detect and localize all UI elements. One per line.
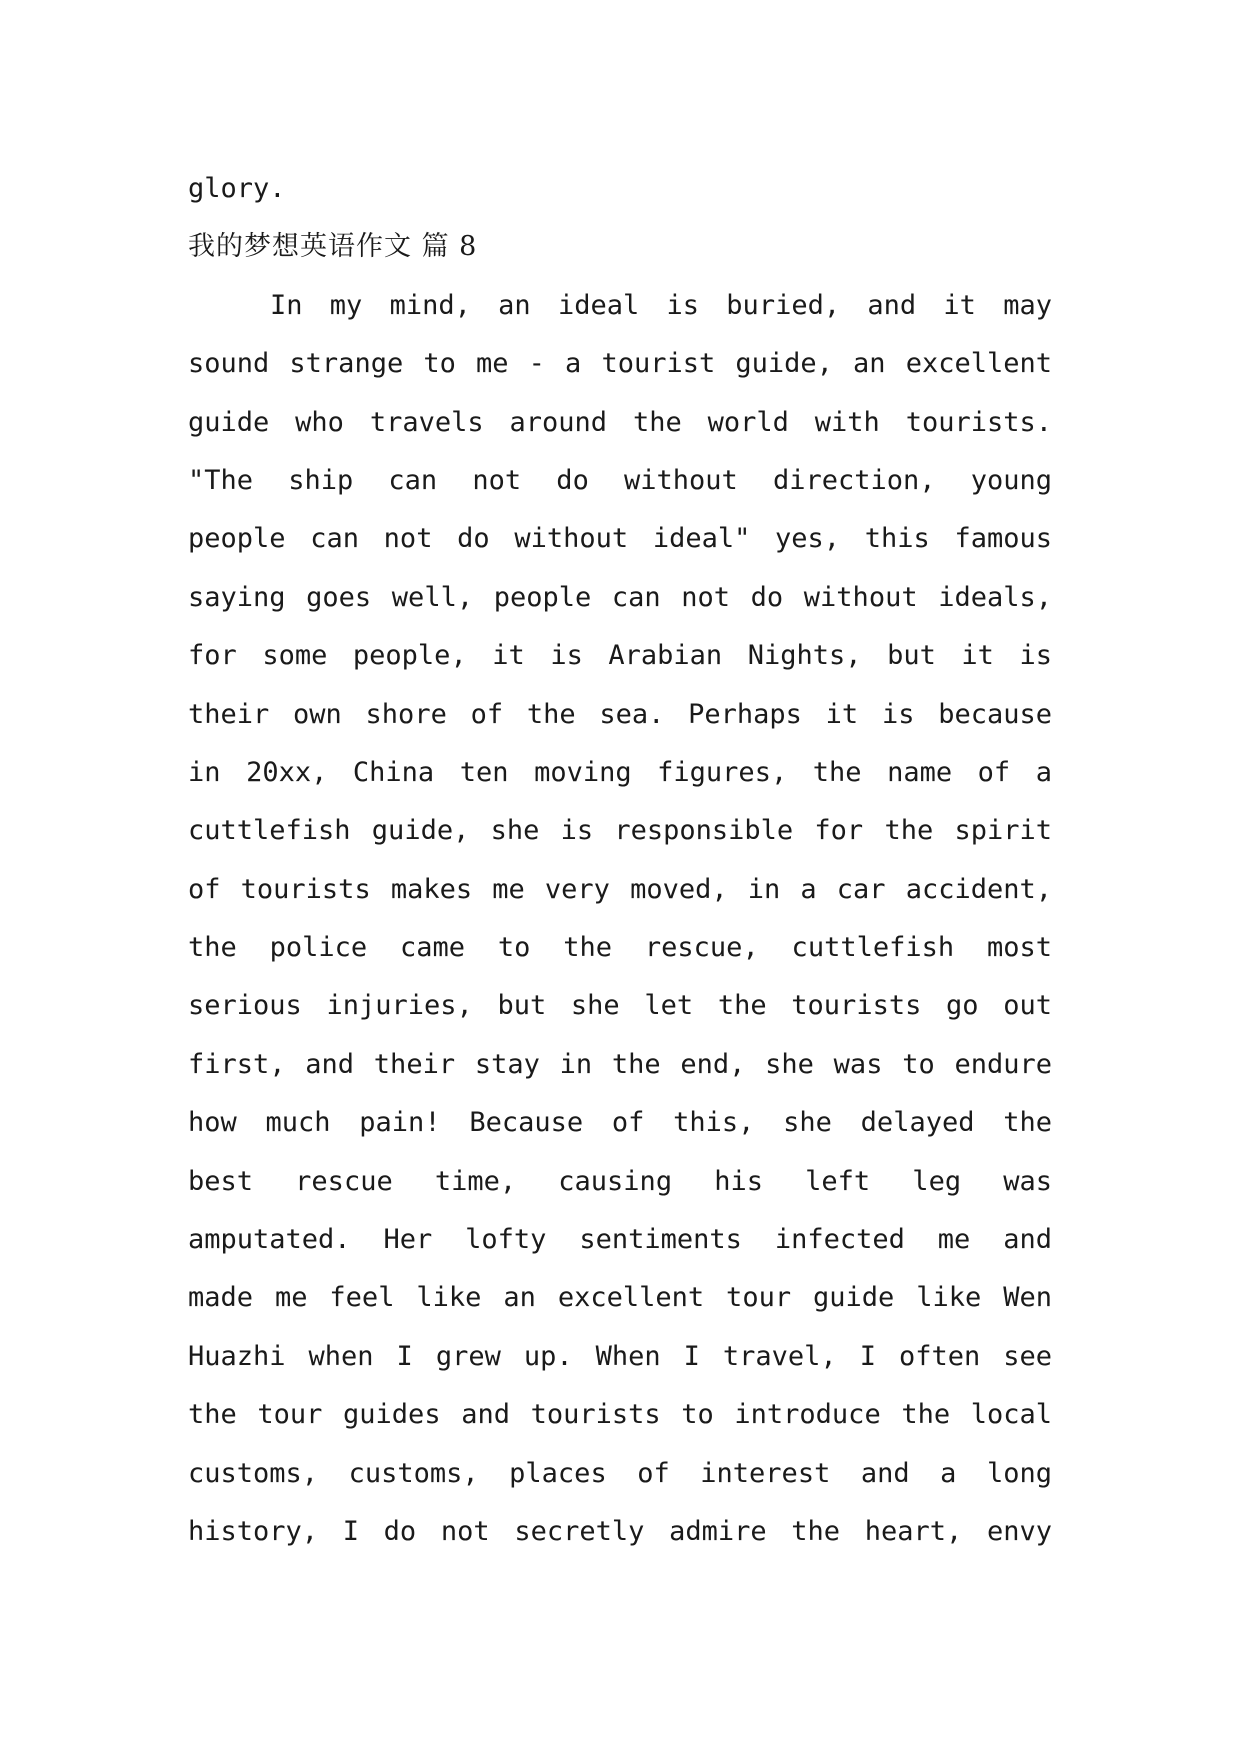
paragraph-line: guide who travels around the world with tourists. [188, 406, 1052, 438]
paragraph-line: amputated. Her lofty sentiments infected me and [188, 1224, 1052, 1256]
paragraph-line: customs, customs, places of interest and a long [188, 1457, 1052, 1489]
section-heading: 我的梦想英语作文 篇 8 [188, 231, 478, 263]
paragraph-line: the police came to the rescue, cuttlefish most [188, 932, 1052, 964]
paragraph-line: of tourists makes me very moved, in a car accident, [188, 873, 1052, 905]
essay-paragraph [188, 277, 1052, 1562]
paragraph-line: their own shore of the sea. Perhaps it is because [188, 698, 1052, 730]
paragraph-line: sound strange to me - a tourist guide, an excellent [188, 348, 1052, 380]
continuation-line: glory. [188, 173, 286, 204]
paragraph-line: saying goes well, people can not do without ideals, [188, 581, 1052, 613]
paragraph-line: "The ship can not do without direction, young [188, 464, 1052, 496]
paragraph-line: how much pain! Because of this, she delayed the [188, 1107, 1052, 1139]
paragraph-line: the tour guides and tourists to introduce the local [188, 1399, 1052, 1431]
paragraph-line: in 20xx, China ten moving figures, the name of a [188, 756, 1052, 788]
paragraph-line: Huazhi when I grew up. When I travel, I often see [188, 1340, 1052, 1372]
paragraph-line: people can not do without ideal" yes, this famous [188, 523, 1052, 555]
paragraph-line: serious injuries, but she let the tourists go out [188, 990, 1052, 1022]
paragraph-line: history, I do not secretly admire the heart, envy [188, 1515, 1052, 1547]
paragraph-line: cuttlefish guide, she is responsible for the spirit [188, 815, 1052, 847]
paragraph-line: made me feel like an excellent tour guide like Wen [188, 1282, 1052, 1314]
paragraph-line: for some people, it is Arabian Nights, but it is [188, 640, 1052, 672]
paragraph-line: first, and their stay in the end, she was to endure [188, 1048, 1052, 1080]
document-body [188, 160, 1052, 1561]
paragraph-line: best rescue time, causing his left leg was [188, 1165, 1052, 1197]
paragraph-line: In my mind, an ideal is buried, and it may [270, 289, 1052, 321]
